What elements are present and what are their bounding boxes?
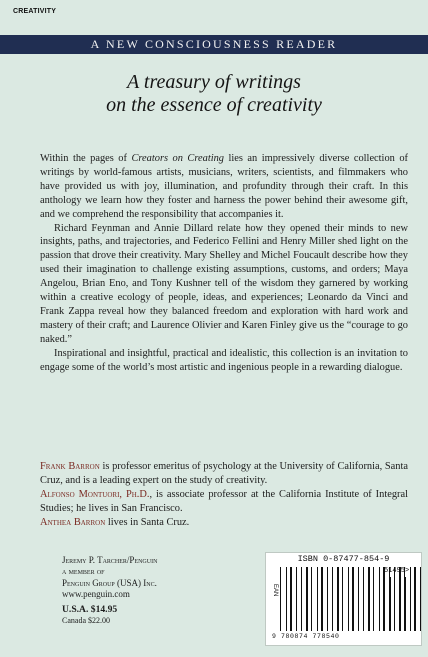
headline <box>0 71 428 117</box>
author-bio <box>40 488 408 516</box>
author-bio-text: is professor emeritus of psychology at the University of California, Santa Cruz, and is a leading expert on the study of creativity. <box>40 461 408 486</box>
publisher-parent: Penguin Group (USA) Inc. <box>62 577 157 588</box>
barcode-bar <box>337 567 339 631</box>
barcode-bar <box>373 567 374 631</box>
description-paragraph: Inspirational and insightful, practical and idealistic, this collection is an invitation to engage some of the world’s most artistic and ingenious people in a rewarding dialogue. <box>40 347 408 373</box>
barcode-bar <box>290 567 292 631</box>
author-bio <box>40 516 408 530</box>
barcode-bar <box>332 567 333 631</box>
author-bio-text: lives in Santa Cruz. <box>105 516 190 528</box>
barcode-bar <box>404 577 406 631</box>
author-bio-text: , is associate professor at the California Institute of Integral Studies; he lives in San Francisco. <box>40 488 408 514</box>
barcode-bar <box>389 577 391 631</box>
barcode-bar <box>384 577 385 631</box>
series-banner: A NEW CONSCIOUSNESS READER <box>0 35 428 54</box>
ean-label: EAN <box>272 584 278 597</box>
barcode-bar <box>327 567 328 631</box>
barcode-bar <box>342 567 343 631</box>
barcode-number: 9 780874 778540 <box>272 633 340 640</box>
barcode-bar <box>400 577 401 631</box>
price-canada: Canada $22.00 <box>62 616 110 626</box>
barcode-bar <box>368 567 370 631</box>
paragraph-text: lies an impressively diverse collection of writings by world-famous artists, musicians, writers, scientists, and filmmakers who have provided us with joy, illumination, and profundity through their craft. In this anthology we learn how they foster and harness the power behind their awesome gift, and we comprehend the responsibility that accompanies it. <box>40 153 408 220</box>
barcode-bar <box>321 567 323 631</box>
description-body <box>40 152 408 375</box>
author-bio <box>40 460 408 488</box>
headline-line-1: A treasury of writings <box>127 71 301 93</box>
barcode-bar <box>379 567 380 631</box>
author-name: Anthea Barron <box>40 516 106 528</box>
description-paragraph <box>40 152 408 222</box>
barcode-bar <box>296 567 297 631</box>
category-label: CREATIVITY <box>13 8 57 15</box>
publisher-name: Jeremy P. Tarcher/Penguin <box>62 555 158 565</box>
barcode-bar <box>352 567 354 631</box>
book-title: Creators on Creating <box>131 153 224 164</box>
barcode-bar <box>363 567 364 631</box>
author-name: Alfonso Montuori, Ph.D. <box>40 488 150 500</box>
publisher-block <box>62 555 252 626</box>
author-bios <box>40 460 408 530</box>
headline-line-2: on the essence of creativity <box>106 94 322 116</box>
publisher-url: www.penguin.com <box>62 589 130 600</box>
barcode-bar <box>348 567 349 631</box>
barcode-bar <box>306 567 308 631</box>
description-paragraph: Richard Feynman and Annie Dillard relate how they opened their minds to new insights, paths, and trajectories, and Federico Fellini and Henry Miller shed light on the passion that drove their creativity. Mary Shelley and Michel Foucault describe how they used their imagination to challenge existing assumptions, customs, and orders; Maya Angelou, Brian Eno, and Tony Kushner tell of the wisdom they garnered by working within a creative ecology of people, ideas, and experiences; Leonardo da Vinci and Frank Zappa reveal how they balanced freedom and exploration with hard work and mastery of their craft; and Laurence Olivier and Karen Finley give us the “courage to go naked.” <box>40 222 408 345</box>
price-code-digits: 51495> <box>384 567 410 575</box>
paragraph-text: Within the pages of <box>40 153 132 164</box>
barcode-bar <box>358 567 359 631</box>
publisher-member-of: a member of <box>62 566 105 577</box>
barcode-bar <box>415 577 416 631</box>
isbn-text: ISBN 0-87477-854-9 <box>297 554 390 564</box>
price-us: U.S.A. $14.95 <box>62 603 118 615</box>
barcode-bar <box>280 567 281 631</box>
barcode-bar <box>311 567 312 631</box>
barcode <box>265 552 422 646</box>
barcode-bar <box>410 577 411 631</box>
barcode-bar <box>301 567 302 631</box>
barcode-bar <box>394 577 395 631</box>
barcode-bar <box>286 567 287 631</box>
barcode-bar <box>420 577 421 631</box>
author-name: Frank Barron <box>40 461 100 472</box>
barcode-bar <box>317 567 318 631</box>
